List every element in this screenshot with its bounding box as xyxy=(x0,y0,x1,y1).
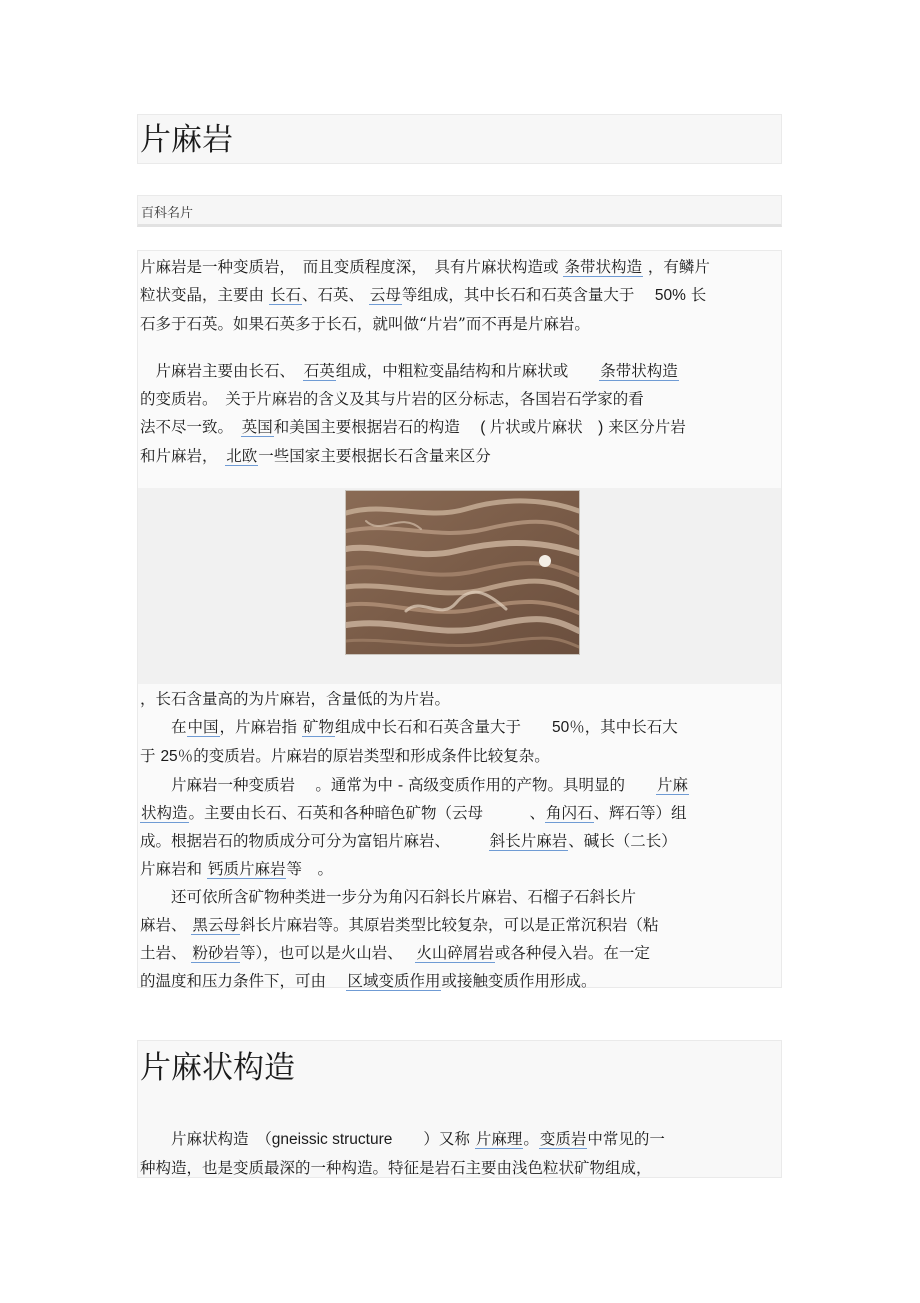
image-band xyxy=(138,488,781,684)
link-feldspar[interactable]: 长石 xyxy=(269,286,301,304)
section-title-box-1 xyxy=(137,114,782,164)
link-quartz[interactable]: 石英 xyxy=(303,362,335,380)
link-regional-metamorphism[interactable]: 区域变质作用 xyxy=(347,972,441,990)
line: 法不尽一致。 英国和美国主要根据岩石的构造 ( 片状或片麻状 ) 来区分片岩 xyxy=(140,418,686,436)
line: 成。根据岩石的物质成分可分为富铝片麻岩、 斜长片麻岩、碱长（二长） xyxy=(140,832,677,850)
link-striped-structure[interactable]: 条带状构造 xyxy=(564,258,642,276)
link-metamorphic-rock[interactable]: 变质岩 xyxy=(539,1130,587,1148)
line: 还可依所含矿物种类进一步分为角闪石斜长片麻岩、石榴子石斜长片 xyxy=(140,888,637,906)
link-gneissic-structure-cont[interactable]: 状构造 xyxy=(141,804,188,822)
paragraph-gneissic-structure xyxy=(140,1125,780,1182)
line: 片麻岩主要由长石、 石英组成，中粗粒变晶结构和片麻状或 条带状构造 xyxy=(140,362,678,380)
content-block-1 xyxy=(137,250,782,988)
link-uk[interactable]: 英国 xyxy=(241,418,273,436)
link-siltstone[interactable]: 粉砂岩 xyxy=(192,944,239,962)
line: 状构造。主要由长石、石英和各种暗色矿物（云母 、角闪石、辉石等）组 xyxy=(141,804,687,822)
line: 的温度和压力条件下，可由 区域变质作用或接触变质作用形成。 xyxy=(140,972,597,990)
gneiss-rock-photo xyxy=(345,490,580,655)
link-biotite[interactable]: 黑云母 xyxy=(192,916,239,934)
line: 麻岩、 黑云母斜长片麻岩等。其原岩类型比较复杂，可以是正常沉积岩（粘 xyxy=(140,916,659,934)
link-gneissosity[interactable]: 片麻理 xyxy=(475,1130,523,1148)
line: 的变质岩。 关于片麻岩的含义及其与片岩的区分标志，各国岩石学家的看 xyxy=(140,390,644,408)
link-mica[interactable]: 云母 xyxy=(369,286,401,304)
section-title-2: 片麻状构造 xyxy=(140,1050,295,1086)
link-plagioclase-gneiss[interactable]: 斜长片麻岩 xyxy=(489,832,568,850)
link-gneissic-structure[interactable]: 片麻 xyxy=(657,776,689,794)
line: 在中国，片麻岩指 矿物组成中长石和石英含量大于 50％，其中长石大 xyxy=(140,718,678,736)
line: 片麻岩一种变质岩 。通常为中 - 高级变质作用的产物。具明显的 片麻 xyxy=(140,776,689,794)
link-striped-structure-2[interactable]: 条带状构造 xyxy=(600,362,678,380)
link-northern-europe[interactable]: 北欧 xyxy=(226,447,258,465)
page-title: 片麻岩 xyxy=(140,122,233,158)
paragraph-intro xyxy=(140,253,780,338)
card-label: 百科名片 xyxy=(141,206,194,221)
line: 粒状变晶，主要由 长石、石英、 云母等组成，其中长石和石英含量大于 50% 长 xyxy=(140,286,707,304)
section-box-2 xyxy=(137,1040,782,1178)
card-label-box xyxy=(137,195,782,227)
line: 种构造，也是变质最深的一种构造。特征是岩石主要由浅色粒状矿物组成， xyxy=(140,1159,652,1177)
line: 片麻岩和 钙质片麻岩等 。 xyxy=(140,860,333,878)
link-amphibole[interactable]: 角闪石 xyxy=(546,804,593,822)
link-pyroclastic-rock[interactable]: 火山碎屑岩 xyxy=(416,944,494,962)
line: 片麻岩是一种变质岩， 而且变质程度深， 具有片麻状构造或 条带状构造 ，有鳞片 xyxy=(140,258,710,276)
paragraph-definition xyxy=(140,685,780,995)
link-china[interactable]: 中国 xyxy=(187,718,219,736)
line: ，长石含量高的为片麻岩，含量低的为片岩。 xyxy=(140,690,451,708)
link-mineral[interactable]: 矿物 xyxy=(302,718,334,736)
line: 片麻状构造 （gneissic structure ）又称 片麻理。变质岩中常见的一 xyxy=(140,1130,665,1148)
line: 于 25％的变质岩。片麻岩的原岩类型和形成条件比较复杂。 xyxy=(140,747,550,765)
line: 石多于石英。如果石英多于长石，就叫做“片岩”而不再是片麻岩。 xyxy=(140,315,590,333)
line: 和片麻岩， 北欧一些国家主要根据长石含量来区分 xyxy=(140,447,491,465)
link-calcareous-gneiss[interactable]: 钙质片麻岩 xyxy=(207,860,286,878)
paragraph-composition xyxy=(140,357,780,470)
line: 土岩、 粉砂岩等），也可以是火山岩、 火山碎屑岩或各种侵入岩。在一定 xyxy=(140,944,650,962)
